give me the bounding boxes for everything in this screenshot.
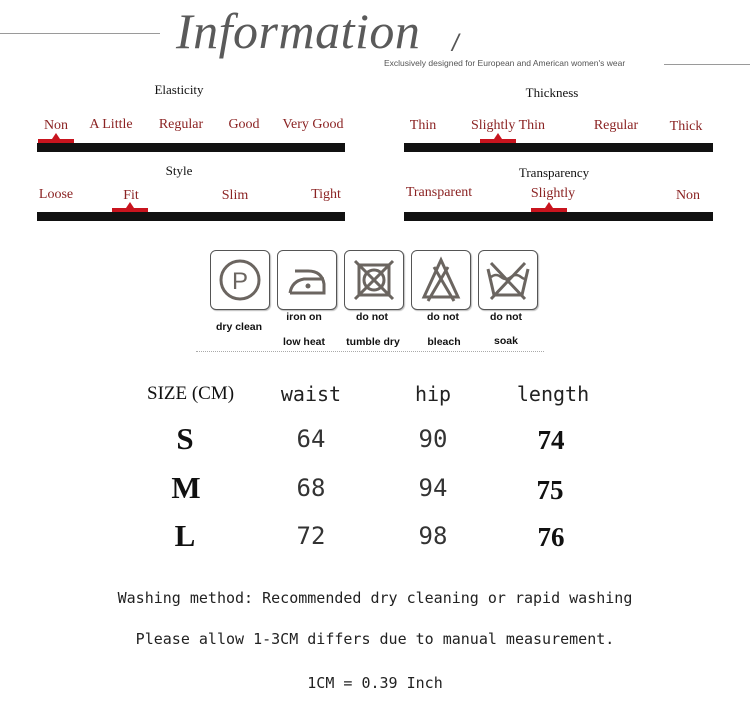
- thickness-option-slightly-thin: Slightly Thin: [470, 118, 546, 133]
- iron-low-heat-label-2: low heat: [282, 336, 326, 348]
- no-soak-label-2: soak: [494, 335, 518, 347]
- no-tumble-dry-label-1: do not: [355, 311, 389, 323]
- waist-m: 68: [296, 474, 326, 502]
- elasticity-option-a-little: A Little: [89, 117, 133, 132]
- length-m: 75: [536, 475, 564, 505]
- column-hip: hip: [414, 382, 452, 406]
- thickness-title: Thickness: [525, 85, 579, 100]
- no-soak-icon: [478, 250, 538, 310]
- svg-text:P: P: [231, 268, 249, 295]
- hip-s: 90: [418, 425, 448, 453]
- transparency-option-non: Non: [675, 188, 701, 203]
- page-subtitle: Exclusively designed for European and American women's wear: [384, 58, 626, 68]
- transparency-bar: [404, 212, 713, 221]
- elasticity-title: Elasticity: [154, 82, 204, 97]
- size-s: S: [176, 421, 194, 456]
- hip-m: 94: [418, 474, 448, 502]
- transparency-option-transparent: Transparent: [405, 185, 473, 200]
- thickness-option-regular: Regular: [593, 118, 639, 133]
- no-tumble-dry-label-2: tumble dry: [346, 336, 400, 348]
- waist-l: 72: [296, 522, 326, 550]
- elasticity-option-regular: Regular: [158, 117, 204, 132]
- size-table-header: SIZE (CM): [147, 383, 235, 404]
- elasticity-bar: [37, 143, 345, 152]
- title-slash: /: [452, 30, 459, 57]
- hip-l: 98: [418, 522, 448, 550]
- iron-low-heat-label-1: iron on: [286, 311, 322, 323]
- length-s: 74: [537, 425, 565, 455]
- style-option-loose: Loose: [38, 187, 74, 202]
- washing-method-note: Washing method: Recommended dry cleaning or rapid washing: [117, 589, 633, 607]
- length-l: 76: [537, 522, 565, 552]
- no-soak-label-1: do not: [489, 311, 523, 323]
- no-bleach-label-1: do not: [426, 311, 460, 323]
- waist-s: 64: [296, 425, 326, 453]
- style-option-slim: Slim: [221, 188, 249, 203]
- dry-clean-icon: [210, 250, 270, 310]
- measurement-note: Please allow 1-3CM differs due to manual measurement.: [135, 630, 615, 648]
- header-rule-left: [0, 33, 160, 34]
- no-tumble-dry-icon: [344, 250, 404, 310]
- style-option-fit: Fit: [123, 188, 139, 203]
- iron-low-heat-icon: [277, 250, 337, 310]
- thickness-bar: [404, 143, 713, 152]
- column-waist: waist: [280, 382, 342, 406]
- unit-conversion-note: 1CM = 0.39 Inch: [307, 674, 443, 692]
- elasticity-option-non: Non: [43, 118, 69, 133]
- size-m: M: [171, 470, 201, 505]
- elasticity-option-very-good: Very Good: [282, 117, 344, 132]
- column-length: length: [516, 382, 590, 406]
- transparency-option-slightly: Slightly: [530, 186, 576, 201]
- style-option-tight: Tight: [311, 187, 341, 202]
- dry-clean-label: dry clean: [215, 321, 263, 333]
- thickness-option-thin: Thin: [409, 118, 437, 133]
- page-title: Information: [176, 3, 421, 59]
- size-l: L: [174, 518, 196, 553]
- elasticity-option-good: Good: [228, 117, 260, 132]
- no-bleach-label-2: bleach: [427, 336, 461, 348]
- transparency-title: Transparency: [518, 165, 590, 180]
- style-bar: [37, 212, 345, 221]
- style-title: Style: [165, 163, 193, 178]
- header-rule-right: [664, 64, 750, 65]
- no-bleach-icon: [411, 250, 471, 310]
- thickness-option-thick: Thick: [669, 119, 703, 134]
- care-divider: [196, 351, 544, 352]
